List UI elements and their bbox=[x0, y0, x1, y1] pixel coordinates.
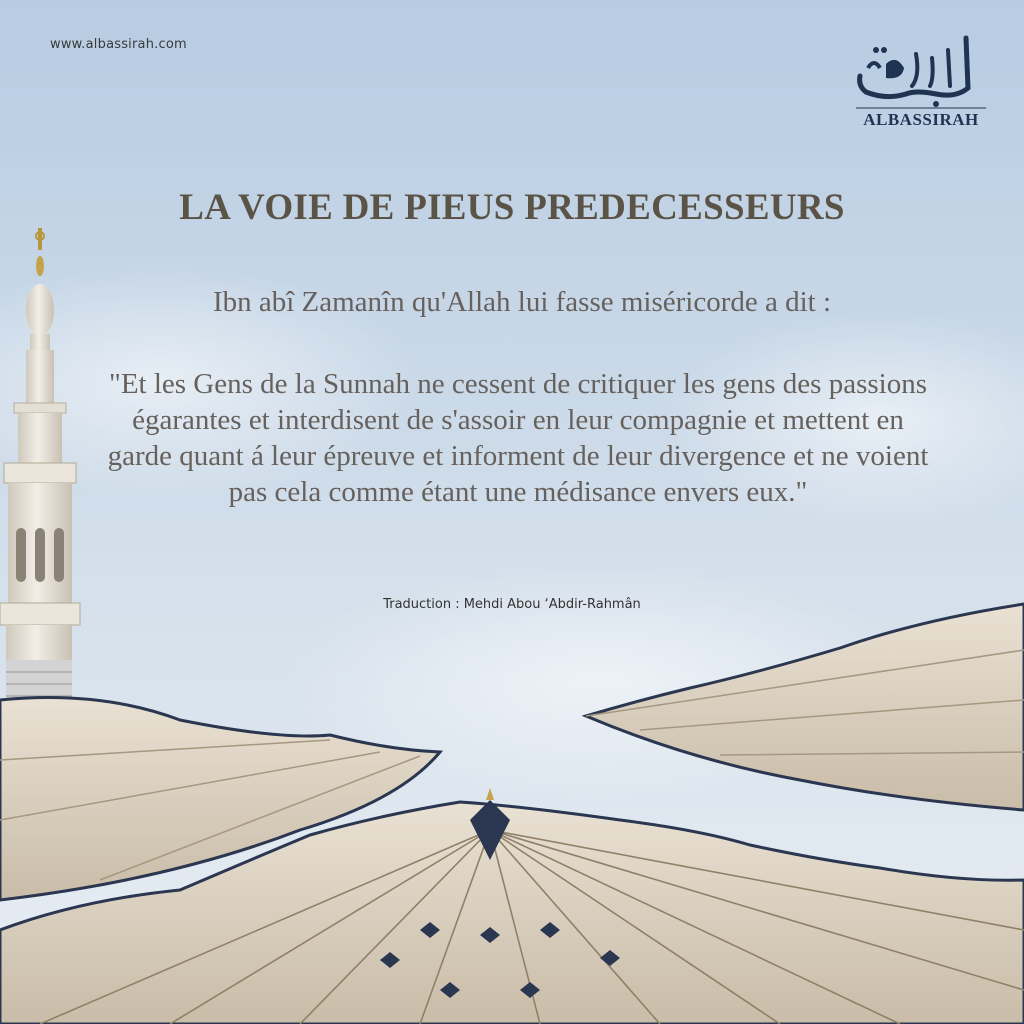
post-title: LA VOIE DE PIEUS PREDECESSEURS bbox=[179, 187, 845, 228]
albassirah-logo bbox=[846, 28, 996, 136]
logo-wordmark: ALBASSIRAH bbox=[863, 110, 979, 129]
arabic-calligraphy-logo bbox=[846, 28, 996, 110]
quote-text: "Et les Gens de la Sunnah ne cessent de critiquer les gens des passions égarantes et interdisent de s'assoir en leur compagnie et mettent en garde quant á leur épreuve et informent de leur divergence et ne voient pas cela comme étant une médisance envers eux." bbox=[107, 368, 929, 508]
quote-attribution: Ibn abî Zamanîn qu'Allah lui fasse miséricorde a dit : bbox=[212, 286, 832, 318]
website-url: www.albassirah.com bbox=[50, 37, 187, 52]
translation-credit: Traduction : Mehdi Abou ‘Abdir-Rahmân bbox=[383, 597, 641, 612]
